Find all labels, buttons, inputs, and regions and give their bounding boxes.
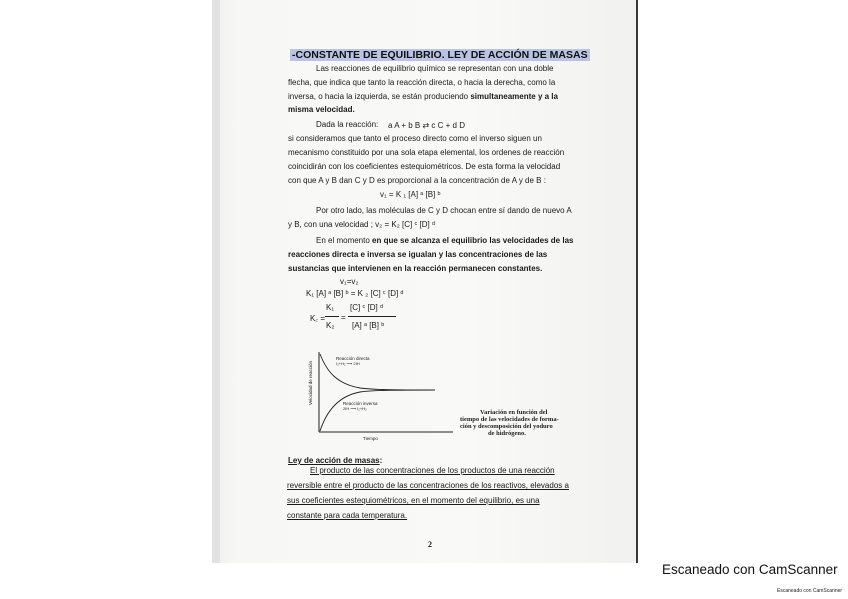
fraction-bar: [348, 316, 396, 317]
paragraph-line: y B, con una velocidad ; v₂ = K₂ [C] ᶜ [D] ᵈ: [288, 220, 436, 229]
paragraph-line: con que A y B dan C y D es proporcional a la concentración de A y de B :: [288, 176, 546, 185]
camscanner-watermark: Escaneado con CamScanner: [662, 562, 838, 577]
page-shadow: [212, 0, 220, 563]
paragraph-line: flecha, que indica que tanto la reacción directa, o hacia la derecha, como la: [288, 78, 556, 87]
equation-v1: v₁ = K ₁ [A] ᵃ [B] ᵇ: [380, 190, 441, 199]
equation-kc-lhs: K꜀ =: [310, 314, 325, 323]
equation-v1-v2: v₁=v₂: [340, 277, 359, 286]
law-text-line: sus coeficientes estequiométricos, en el momento del equilibrio, es una: [287, 496, 540, 505]
equation-kc-mid: =: [341, 313, 346, 322]
paragraph-line: mecanismo constituido por una sola etapa elemental, los ordenes de reacción: [288, 148, 565, 157]
reaction-equation: a A + b B ⇄ c C + d D: [388, 121, 465, 130]
x-axis-label: Tiempo: [363, 436, 378, 441]
equation-k: K₁ [A] ᵃ [B] ᵇ = K ₂ [C] ᶜ [D] ᵈ: [306, 289, 404, 298]
camscanner-watermark-small: Escaneado con CamScanner: [777, 588, 843, 594]
paragraph-line: misma velocidad.: [288, 105, 355, 114]
direct-label: Reacción directa: [336, 356, 370, 361]
law-text-line: El producto de las concentraciones de los productos de una reacción: [310, 466, 555, 475]
page-title: -CONSTANTE DE EQUILIBRIO. LEY DE ACCIÓN DE MASAS: [292, 49, 588, 61]
inverse-label: Reacción inversa: [343, 401, 378, 406]
equation-kc-den2: [A] ᵃ [B] ᵇ: [352, 321, 385, 330]
law-heading: Ley de acción de masas:: [288, 456, 383, 465]
equation-kc-num2: [C] ᶜ [D] ᵈ: [350, 303, 383, 312]
y-axis-label: Velocidad de reacción: [308, 360, 313, 405]
paragraph-line: coincidirán con los coeficientes estequiométricos. De esta forma la velocidad: [288, 162, 561, 171]
equation-kc-num1: K₁: [326, 303, 335, 312]
fraction-bar: [325, 316, 339, 317]
figure-caption: de hidrógeno.: [488, 430, 526, 437]
paragraph-line: si consideramos que tanto el proceso directo como el inverso siguen un: [288, 134, 542, 143]
paragraph-line: reacciones directa e inversa se igualan y las concentraciones de las: [288, 250, 548, 259]
paragraph-line: Por otro lado, las moléculas de C y D chocan entre sí dando de nuevo A: [316, 206, 572, 215]
figure-caption: ción y descomposición del yoduro: [460, 423, 553, 430]
figure-caption: tiempo de las velocidades de forma-: [460, 416, 559, 423]
law-text-line: reversible entre el producto de las concentraciones de los reactivos, elevados a: [287, 481, 569, 490]
figure-caption: Variación en función del: [480, 409, 548, 416]
law-text-line: constante para cada temperatura.: [287, 511, 408, 520]
rate-vs-time-plot: [305, 350, 455, 442]
inverse-rate-curve: [320, 390, 435, 431]
equation-kc-den1: K₂: [326, 321, 335, 330]
paragraph-line: inversa, o hacia la izquierda, se están produciendo simultaneamente y a la: [288, 92, 558, 101]
direct-equation: I₂+H₂ ⟶ 2IH: [336, 361, 360, 366]
page-edge: [636, 0, 638, 563]
paragraph-line: sustancias que intervienen en la reacción permanecen constantes.: [288, 264, 543, 273]
paragraph-line: Las reacciones de equilibrio químico se representan con una doble: [316, 64, 554, 73]
page-number: 2: [428, 540, 432, 549]
paragraph-line: En el momento en que se alcanza el equilibrio las velocidades de las: [316, 236, 574, 245]
inverse-equation: 2IH ⟶ I₂+H₂: [343, 406, 367, 411]
reaction-intro: Dada la reacción:: [316, 120, 379, 129]
